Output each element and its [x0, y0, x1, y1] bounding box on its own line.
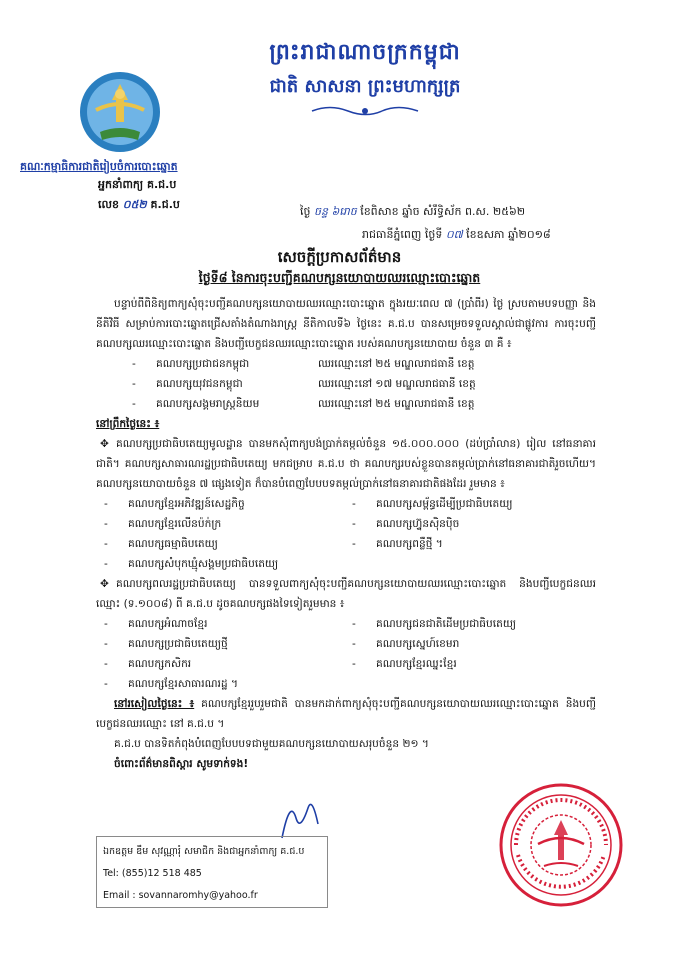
party-name: គណបក្សខ្មែរឈ្នះខ្មែរ — [376, 658, 457, 670]
contact-name: ឯកឧត្តម ឌឹម សុវណ្ណារុំ សមាជិក និងជាអ្នកនាំពាក្យ គ.ជ.ប — [103, 846, 305, 857]
party-name: គណបក្សអំណាចខ្មែរ — [128, 618, 208, 630]
league-party-row: - គណបក្សប្រជាធិបតេយ្យថ្មី - គណបក្សស្នេហ៍ខេមរា — [104, 638, 460, 650]
party-name: គណបក្សហ្វ៊ុនស៊ិនប៉ិច — [376, 518, 460, 530]
ornament-divider — [310, 104, 420, 118]
league-paragraph-text: គណបក្សពលរដ្ឋប្រជាធិបតេយ្យ បានទទួលពាក្យសុំចុះបញ្ជីគណបក្សនយោបាយឈរឈ្មោះបោះឆ្នោត និងបញ្ជីបេក្ខជនឈរឈ្មោះ (ទ.១០០៨) ពី គ.ជ.ប ដូចគណបក្សផងទៃទៀតរួមមាន ៖ — [96, 578, 596, 610]
place-day-prefix: រាជធានីភ្នំពេញ ថ្ងៃទី — [362, 228, 443, 241]
lunar-date — [300, 205, 525, 221]
document-subtitle: ថ្ងៃទី៨ នៃការចុះបញ្ជីគណបក្សនយោបាយឈរឈ្មោះបោះឆ្នោត — [198, 270, 481, 285]
contact-email-label: Email : — [103, 890, 136, 901]
league-party-row: - គណបក្សខ្មែរសាធារណរដ្ឋ ។ — [104, 678, 238, 690]
morning-party-row: - គណបក្សខ្មែរលើនប៉ក់ក្រ - គណបក្សហ្វ៊ុនស៊ិនប៉ិច — [104, 518, 460, 530]
lunar-day-handwritten: ចន្ទ ៦រោច — [313, 205, 357, 218]
contact-box — [96, 836, 328, 908]
committee-name — [20, 160, 178, 176]
party-name: គណបក្សខ្មែរលើនប៉ក់ក្រ — [128, 518, 222, 530]
league-party-row: - គណបក្សកសិករ - គណបក្សខ្មែរឈ្នះខ្មែរ — [104, 658, 457, 670]
morning-paragraph — [96, 434, 596, 494]
reference-number — [98, 198, 180, 214]
party-name: គណបក្សជនជាតិដើមប្រជាធិបតេយ្យ — [376, 618, 517, 630]
contact-phone: Tel: (855)12 518 485 — [103, 868, 202, 879]
afternoon-paragraph — [96, 694, 596, 734]
registered-party-name: គណបក្សប្រជាជនកម្ពុជា — [156, 358, 250, 370]
registered-party-row: - គណបក្សយុវជនកម្ពុជា ឈរឈ្មោះនៅ ១៧ មណ្ឌលរាជធានី ខេត្ត — [96, 374, 596, 394]
registered-party-name: គណបក្សយុវជនកម្ពុជា — [156, 378, 243, 390]
kingdom-heading: ព្រះរាជាណាចក្រកម្ពុជា — [269, 39, 461, 65]
committee-label: គណៈកម្មាធិការជាតិរៀបចំការបោះឆ្នោត — [20, 160, 178, 173]
morning-party-row: - គណបក្សខ្មែរអភិវឌ្ឍន៍សេដ្ឋកិច្ច - គណបក្សសម្ព័ន្ធដើម្បីប្រជាធិបតេយ្យ — [104, 498, 513, 510]
total-line: គ.ជ.ប បានទិតកំពុងបំពេញបែបបទជាមួយគណបក្សនយោបាយសរុបចំនួន ២១ ។ — [114, 738, 429, 750]
party-name: គណបក្សខ្មែរសាធារណរដ្ឋ ។ — [128, 678, 238, 690]
document-title: សេចក្ដីប្រកាសព័ត៌មាន — [277, 248, 402, 266]
morning-paragraph-text: គណបក្សប្រជាធិបតេយ្យមូលដ្ឋាន បានមកសុំពាក្យបង់ប្រាក់តម្កល់ចំនួន ១៥.០០០.០០០ (ដប់ប្រាំលាន) រៀល នៅធនាគារជាតិ។ គណបក្សសាធារណរដ្ឋប្រជាធិបតេយ្យ មកជម្រាប គ.ជ.ប ថា គណបក្សរបស់ខ្លួនបានតម្កល់ប្រាក់នៅធនាគារជាតិរួចហើយ។ គណបក្សនយោបាយចំនួន ៧ ផ្សេងទៀត ក៏បានបំពេញបែបបទតម្កល់ប្រាក់នៅធនាគារជាតិផងដែរ រួមមាន ៖ — [96, 438, 596, 490]
party-name: គណបក្សធម្មាធិបតេយ្យ — [128, 538, 218, 550]
lunar-rest: ខែពិសាខ ឆ្នាំច សំរឹទ្ធិស័ក ព.ស. ២៥៦២ — [360, 205, 526, 218]
party-name: គណបក្សស្នេហ៍ខេមរា — [376, 638, 460, 650]
diamond-bullet-icon: ✥ — [100, 438, 109, 450]
registered-party-row: - គណបក្សសង្គមរាស្ត្រនិយម ឈរឈ្មោះនៅ ២៥ មណ្ឌលរាជធានី ខេត្ត — [96, 394, 596, 414]
intro-paragraph: បន្ទាប់ពីពិនិត្យពាក្យសុំចុះបញ្ជីគណបក្សនយោបាយឈរឈ្មោះបោះឆ្នោត ក្នុងរយៈពេល ៧ (ប្រាំពីរ) ថ្ងៃ ស្របតាមបទបញ្ញា និងនីតិវិធី សម្រាប់ការបោះឆ្នោតជ្រើសតាំងតំណាងរាស្ត្រ នីតិកាលទី៦ ថ្ងៃនេះ គ.ជ.ប បានសម្រេចទទួលស្គាល់ជាផ្លូវការ ការចុះបញ្ជីគណបក្សឈរឈ្មោះបោះឆ្នោត និងបញ្ជីបេក្ខជនឈរឈ្មោះបោះឆ្នោត របស់គណបក្សនយោបាយ ចំនួន ៣ គឺ ៖ — [96, 298, 596, 350]
national-motto: ជាតិ សាសនា ព្រះមហាក្សត្រ — [269, 76, 461, 97]
registered-party-row: - គណបក្សប្រជាជនកម្ពុជា ឈរឈ្មោះនៅ ២៥ មណ្ឌលរាជធានី ខេត្ត — [96, 354, 596, 374]
registered-party-detail: ឈរឈ្មោះនៅ ១៧ មណ្ឌលរាជធានី ខេត្ត — [318, 378, 476, 390]
morning-party-row: - គណបក្សធម្មាធិបតេយ្យ - គណបក្សពន្លឺថ្មី ។ — [104, 538, 443, 550]
afternoon-text: គណបក្សខ្មែររួបរួមជាតិ បានមកដាក់ពាក្យសុំចុះបញ្ជីគណបក្សនយោបាយឈរឈ្មោះបោះឆ្នោត និងបញ្ជីបេក្ខជនឈរឈ្មោះ នៅ គ.ជ.ប ។ — [96, 698, 596, 730]
league-paragraph — [96, 574, 596, 614]
registered-party-detail: ឈរឈ្មោះនៅ ២៥ មណ្ឌលរាជធានី ខេត្ត — [318, 358, 475, 370]
closing-line: ចំពោះព័ត៌មានពិស្តារ សូមទាក់ទង! — [114, 758, 249, 770]
solar-date — [362, 228, 551, 244]
morning-heading: នៅព្រឹកថ្ងៃនេះ ៖ — [96, 418, 160, 430]
party-name: គណបក្សសម្ព័ន្ធដើម្បីប្រជាធិបតេយ្យ — [376, 498, 513, 510]
solar-rest: ខែឧសភា ឆ្នាំ២០១៨ — [466, 228, 551, 241]
registered-party-detail: ឈរឈ្មោះនៅ ២៥ មណ្ឌលរាជធានី ខេត្ត — [318, 398, 475, 410]
contact-email-line — [103, 885, 321, 907]
registered-party-name: គណបក្សសង្គមរាស្ត្រនិយម — [156, 398, 260, 410]
nec-logo — [78, 70, 162, 154]
party-name: គណបក្សពន្លឺថ្មី ។ — [376, 538, 443, 550]
official-seal — [496, 780, 626, 910]
party-name: គណបក្សខ្មែរអភិវឌ្ឍន៍សេដ្ឋកិច្ច — [128, 498, 245, 510]
ref-label: លេខ — [98, 198, 119, 211]
morning-party-row: - គណបក្សសំបុកឃ្មុំសង្គមប្រជាធិបតេយ្យ — [104, 558, 279, 570]
contact-email[interactable]: sovannaromhy@yahoo.fr — [138, 890, 258, 901]
party-name: គណបក្សកសិករ — [128, 658, 192, 670]
ref-number-handwritten: ០៥២ — [122, 198, 147, 211]
diamond-bullet-icon: ✥ — [100, 578, 109, 590]
afternoon-heading: នៅរសៀលថ្ងៃនេះ ៖ — [114, 698, 195, 710]
document-body — [96, 294, 596, 774]
league-party-row: - គណបក្សអំណាចខ្មែរ - គណបក្សជនជាតិដើមប្រជាធិបតេយ្យ — [104, 618, 517, 630]
ref-suffix: គ.ជ.ប — [150, 198, 180, 211]
solar-day-handwritten: ០៧ — [445, 228, 463, 241]
lunar-day-prefix: ថ្ងៃ — [300, 205, 311, 218]
party-name: គណបក្សប្រជាធិបតេយ្យថ្មី — [128, 638, 228, 650]
spokesperson-unit: អ្នកនាំពាក្យ គ.ជ.ប — [98, 178, 177, 191]
party-name: គណបក្សសំបុកឃ្មុំសង្គមប្រជាធិបតេយ្យ — [128, 558, 279, 570]
